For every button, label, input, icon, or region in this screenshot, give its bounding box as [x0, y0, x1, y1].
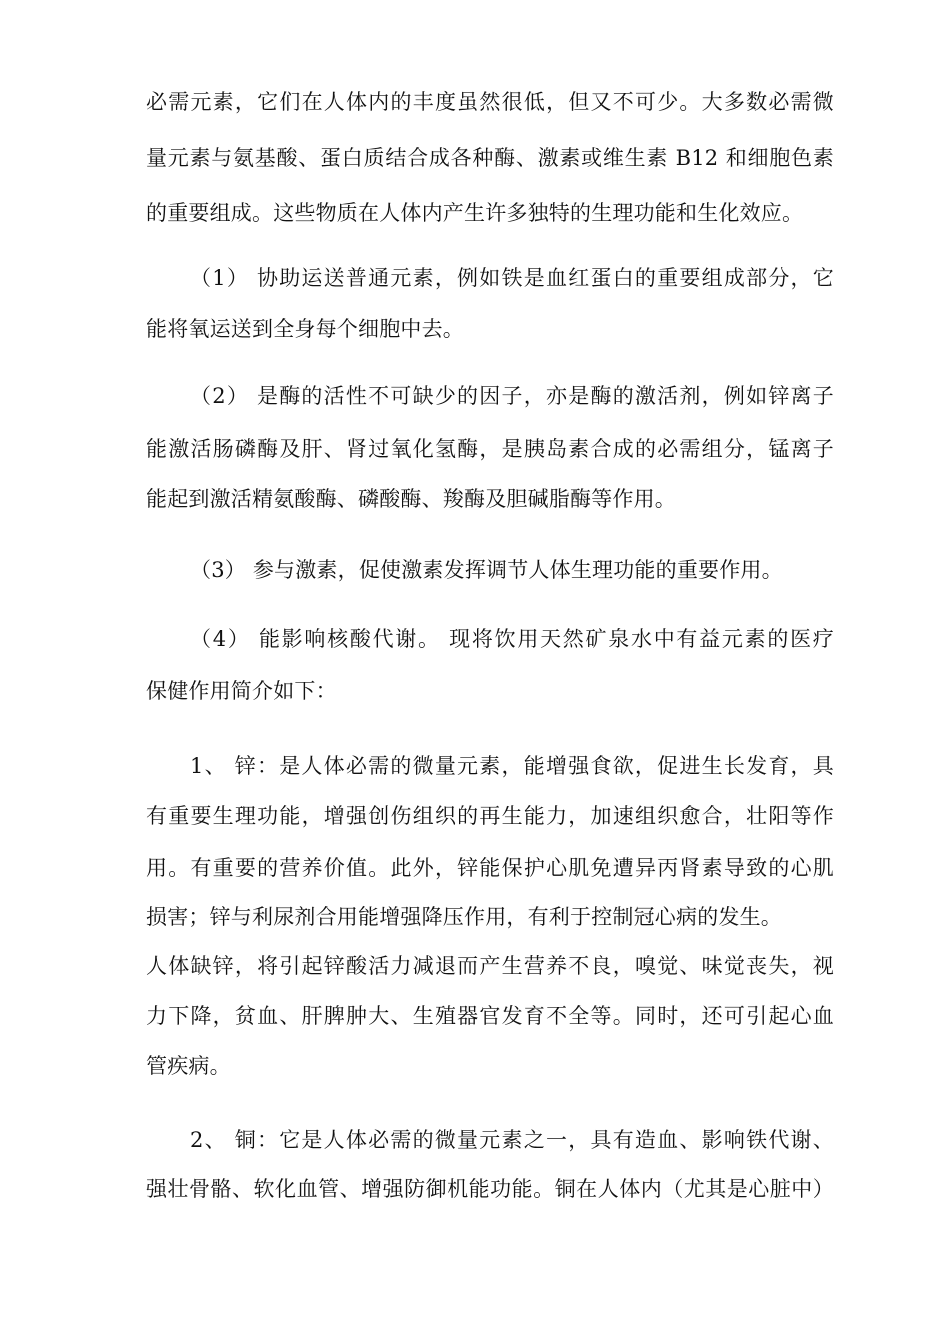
text-line: （3） 参与激素，促使激素发挥调节人体生理功能的重要作用。	[190, 558, 783, 582]
text-line: 1、 锌：是人体必需的微量元素，能增强食欲，促进生长发育，具	[190, 754, 834, 778]
text-line: 保健作用简介如下：	[146, 679, 337, 703]
text-line: 人体缺锌，将引起锌酸活力减退而产生营养不良，嗅觉、味觉丧失，视	[146, 954, 834, 978]
text-line: 有重要生理功能，增强创伤组织的再生能力，加速组织愈合，壮阳等作	[146, 804, 834, 828]
text-line: 损害；锌与利尿剂合用能增强降压作用，有利于控制冠心病的发生。	[146, 905, 782, 929]
text-line: 2、 铜：它是人体必需的微量元素之一，具有造血、影响铁代谢、	[190, 1128, 834, 1152]
text-line: （2） 是酶的活性不可缺少的因子，亦是酶的激活剂，例如锌离子	[190, 384, 834, 408]
text-line: 强壮骨骼、软化血管、增强防御机能功能。铜在人体内（尤其是心脏中）	[146, 1177, 834, 1201]
text-line: （1） 协助运送普通元素，例如铁是血红蛋白的重要组成部分，它	[190, 266, 834, 290]
text-line: （4） 能影响核酸代谢。 现将饮用天然矿泉水中有益元素的医疗	[190, 627, 834, 651]
text-line: 能激活肠磷酶及肝、肾过氧化氢酶，是胰岛素合成的必需组分，锰离子	[146, 437, 834, 461]
text-line: 的重要组成。这些物质在人体内产生许多独特的生理功能和生化效应。	[146, 201, 804, 225]
text-line: 能将氧运送到全身每个细胞中去。	[146, 317, 464, 341]
text-line: 管疾病。	[146, 1054, 231, 1078]
text-line: 力下降，贫血、肝脾肿大、生殖器官发育不全等。同时，还可引起心血	[146, 1004, 834, 1028]
text-line: 能起到激活精氨酸酶、磷酸酶、羧酶及胆碱脂酶等作用。	[146, 487, 676, 511]
text-line: 用。有重要的营养价值。此外，锌能保护心肌免遭异丙肾素导致的心肌	[146, 856, 834, 880]
text-line: 量元素与氨基酸、蛋白质结合成各种酶、激素或维生素 B12 和细胞色素	[146, 146, 834, 170]
text-line: 必需元素，它们在人体内的丰度虽然很低，但又不可少。大多数必需微	[146, 90, 834, 114]
